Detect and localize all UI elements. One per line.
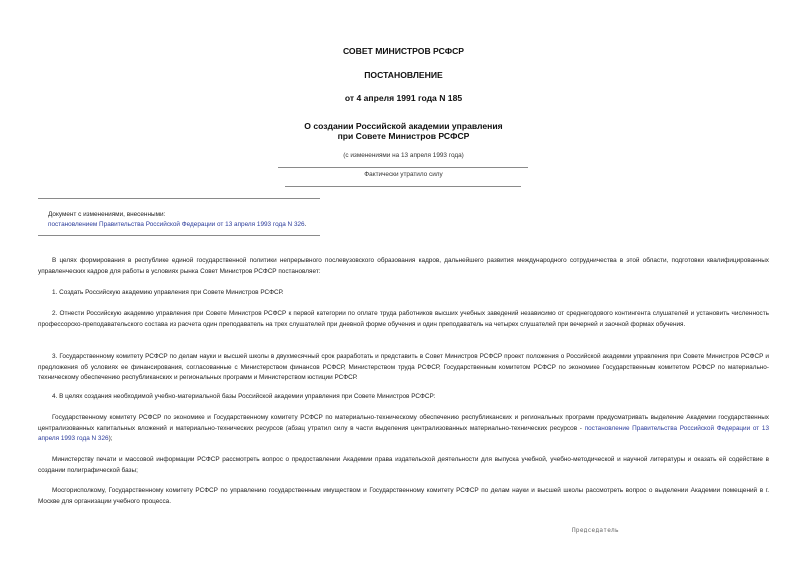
paragraph-2 (38, 309, 769, 330)
paragraph-6 (38, 455, 769, 476)
paragraph-4 (38, 392, 769, 403)
amendment-link[interactable]: постановлением Правительства Российской Федерации от 13 апреля 1993 года N 326 (48, 221, 305, 228)
paragraph-5 (38, 413, 769, 445)
divider (38, 198, 320, 199)
paragraph-text: 1. Создать Российскую академию управления при Совете Министров РСФСР. (52, 289, 284, 296)
date-number-heading: от 4 апреля 1991 года N 185 (344, 93, 463, 103)
title-line-1: О создании Российской академии управления (304, 121, 503, 131)
paragraph-text: Министерству печати и массовой информации РСФСР рассмотреть вопрос о предоставлении Академии права издательской деятельности для выпуска учебной, учебно-методической и научной литературы и оказать ей содействие в создании полиграфической базы; (38, 456, 769, 474)
paragraph-3 (38, 352, 769, 384)
amendments-source (48, 221, 306, 228)
paragraph-text: 4. В целях создания необходимой учебно-материальной базы Российской академии управления при Совете Министров РСФСР: (52, 393, 436, 400)
paragraph-text: В целях формирования в республике единой государственной политики непрерывного послевузовского образования кадров, дальнейшего развития международного сотрудничества в этой области, подготовки квалифицированных управленческих кадров для работы в условиях рынка Совет Министров РСФСР постановляет: (38, 257, 769, 275)
divider (285, 186, 521, 187)
paragraph-text: 2. Отнести Российскую академию управления при Совете Министров РСФСР к первой категории по оплате труда работников высших учебных заведений независимо от среднегодового контингента слушателей и установить численность профессорско-преподавательского состава из расчета один преподаватель на трех слушателей при дневной форме обучения и один преподаватель на четырех слушателей при вечерней и заочной формах обучения. (38, 310, 769, 328)
title-line-2: при Совете Министров РСФСР (337, 131, 470, 141)
paragraph-text: 3. Государственному комитету РСФСР по делам науки и высшей школы в двухмесячный срок разработать и представить в Совет Министров РСФСР проект положения о Российской академии управления при Совете Министров РСФСР и предложения об условиях ее финансирования, согласованные с Министерством финансов РСФСР, Министерством труда РСФСР, Государственным комитетом РСФСР по экономике Государственным комитетом РСФСР по материально-техническому обеспечению республиканских и региональных программ и Министерством юстиции РСФСР. (38, 353, 769, 382)
paragraph-intro (38, 256, 769, 277)
amendments-intro: Документ с изменениями, внесенными: (48, 211, 166, 218)
paragraph-text: Мосгорисполкому, Государственному комитету РСФСР по управлению государственным имуществом и Государственному комитету РСФСР по делам науки и высшей школы рассмотреть вопрос о выделении Академии помещений в г. Москве для организации учебного процесса. (38, 487, 769, 505)
paragraph-text: Государственному комитету РСФСР по экономике и Государственному комитету РСФСР по материально-техническому обеспечению республиканских и региональных программ предусматривать выделение Академии государственных централизованных капитальных вложений и материально-технических ресурсов (абзац утратил силу в части выделения централизованных материально-технических ресурсов - (38, 414, 769, 432)
amendment-link-inline[interactable]: постановление Правительства Российской Федерации от 13 апреля 1993 года N 326 (38, 424, 769, 443)
signature-label: Председатель (572, 527, 619, 534)
amendment-link-tail: . (304, 221, 307, 228)
amendments-note: (с изменениями на 13 апреля 1993 года) (343, 152, 464, 159)
divider (278, 167, 528, 168)
doc-type-heading: ПОСТАНОВЛЕНИЕ (364, 70, 443, 80)
issuer-heading: СОВЕТ МИНИСТРОВ РСФСР (342, 46, 465, 56)
divider (38, 235, 320, 236)
paragraph-7 (38, 486, 769, 507)
paragraph-1 (38, 288, 769, 299)
paragraph-text-tail: ); (108, 435, 113, 443)
status-note: Фактически утратило силу (364, 171, 443, 178)
